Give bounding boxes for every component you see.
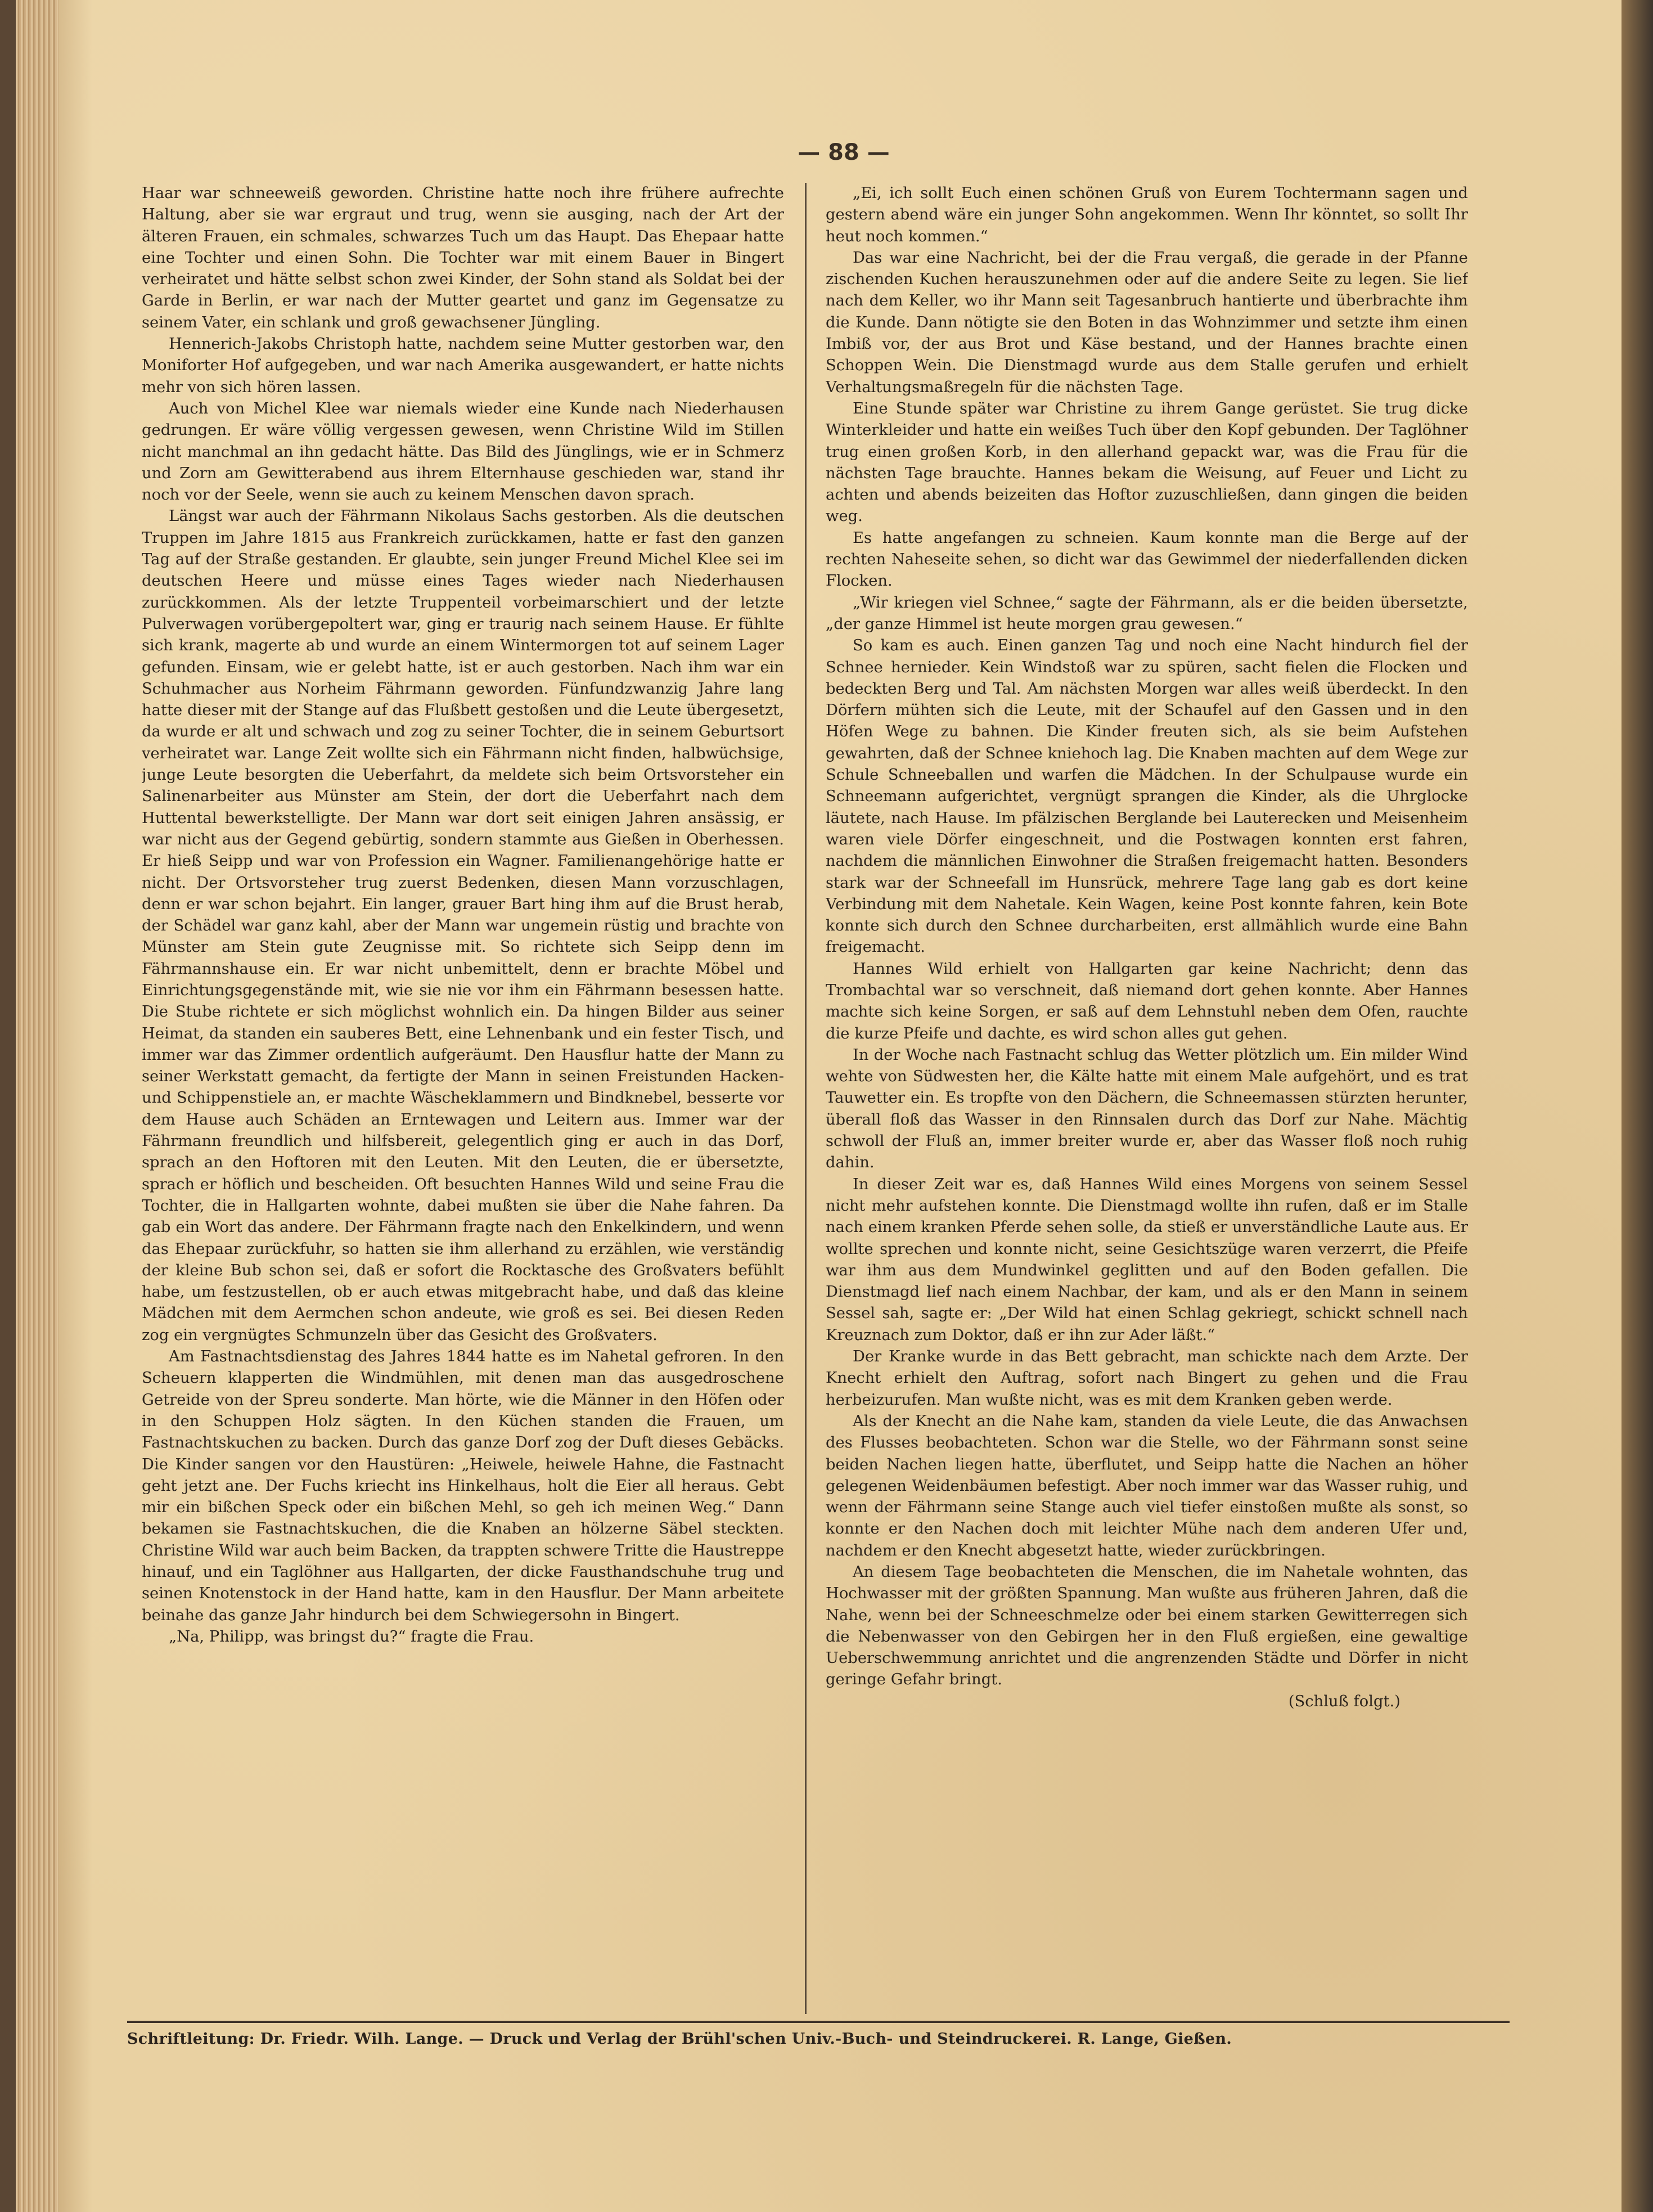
book-binding-edge <box>0 0 16 2212</box>
paragraph: Auch von Michel Klee war niemals wieder eine Kunde nach Niederhausen gedrungen. Er wäre völlig vergessen gewesen, wenn Christine Wild im Stillen nicht manchmal an ihn gedacht hätte. Das Bild des Jünglings, wie er in Schmerz und Zorn am Gewitterabend aus ihrem Elternhause geschieden war, stand ihr noch vor der Seele, wenn sie auch zu keinem Menschen davon sprach. <box>142 399 784 504</box>
paragraph: So kam es auch. Einen ganzen Tag und noch eine Nacht hindurch fiel der Schnee hernieder. Kein Windstoß war zu spüren, sacht fielen die Flocken und bedeckten Berg und Tal. Am nächsten Morgen war alles weiß überdeckt. In den Dörfern mühten sich die Leute, mit der Schaufel auf den Gassen und in den Höfen Wege zu bahnen. Die Kinder freuten sich, als sie beim Aufstehen gewahrten, daß der Schnee kniehoch lag. Die Knaben machten auf dem Wege zur Schule Schneeballen und warfen die Mädchen. In der Schulpause wurde ein Schneemann aufgerichtet, vergnügt sprangen die Kinder, als die Uhrglocke läutete, nach Hause. Im pfälzischen Berglande bei Lauterecken und Meisenheim waren viele Dörfer eingeschneit, und die Postwagen konnten erst fahren, nachdem die männlichen Einwohner die Straßen freigemacht hatten. Besonders stark war der Schneefall im Hunsrück, mehrere Tage lang gab es dort keine Verbindung mit dem Nahetale. Kein Wagen, keine Post konnte fahren, kein Bote konnte sich durch den Schnee durcharbeiten, erst allmählich wurde eine Bahn freigemacht. <box>826 637 1468 956</box>
page-number: — 88 — <box>798 140 890 165</box>
paragraph: Eine Stunde später war Christine zu ihrem Gange gerüstet. Sie trug dicke Winterkleider und hatte ein weißes Tuch über den Kopf gebunden. Der Taglöhner trug einen großen Korb, in den allerhand gepackt war, was die Frau für die nächsten Tage brauchte. Hannes bekam die Weisung, auf Feuer und Licht zu achten und abends beizeiten das Hoftor zuzuschließen, dann gingen die beiden weg. <box>826 399 1468 525</box>
imprint-footer: Schriftleitung: Dr. Friedr. Wilh. Lange. — Druck und Verlag der Brühl'schen Univ.-Buch- und Steindruckerei. R. Lange, Gießen. <box>127 2030 1232 2048</box>
paragraph: „Wir kriegen viel Schnee,“ sagte der Fährmann, als er die beiden übersetzte, „der ganze Himmel ist heute morgen grau gewesen.“ <box>826 594 1468 633</box>
page-shadow-right <box>1622 0 1653 2212</box>
footer-divider <box>127 2021 1510 2023</box>
paragraph: Längst war auch der Fährmann Nikolaus Sachs gestorben. Als die deutschen Truppen im Jahre 1815 aus Frankreich zurückkamen, hatte er fast den ganzen Tag auf der Straße gestanden. Er glaubte, sein junger Freund Michel Klee sei im deutschen Heere und müsse eines Tages wieder nach Niederhausen zurückkommen. Als der letzte Truppenteil vorbeimarschiert und der letzte Pulverwagen vorübergepoltert war, ging er traurig nach seinem Hause. Er fühlte sich krank, magerte ab und wurde an einem Wintermorgen tot auf seinem Lager gefunden. Einsam, wie er gelebt hatte, ist er auch gestorben. Nach ihm war ein Schuhmacher aus Norheim Fährmann geworden. Fünfundzwanzig Jahre lang hatte dieser mit der Stange auf das Flußbett gestoßen und die Leute übergesetzt, da wurde er alt und schwach und zog zu seiner Tochter, die in seinem Geburtsort verheiratet war. Lange Zeit wollte sich ein Fährmann nicht finden, halbwüchsige, junge Leute besorgten die Ueberfahrt, da meldete sich beim Ortsvorsteher ein Salinenarbeiter aus Münster am Stein, der dort die Ueberfahrt nach dem Huttental bewerkstelligte. Der Mann war dort seit einigen Jahren ansässig, er war nicht aus der Gegend gebürtig, sondern stammte aus Gießen in Oberhessen. Er hieß Seipp und war von Profession ein Wagner. Familienangehörige hatte er nicht. Der Ortsvorsteher trug zuerst Bedenken, diesen Mann vorzuschlagen, denn er war schon bejahrt. Ein langer, grauer Bart hing ihm auf die Brust herab, der Schädel war ganz kahl, aber der Mann war ungemein rüstig und brachte von Münster am Stein gute Zeugnisse mit. So richtete sich Seipp denn im Fährmannshause ein. Er war nicht unbemittelt, denn er brachte Möbel und Einrichtungsgegenstände mit, wie sie nie vor ihm ein Fährmann besessen hatte. Die Stube richtete er sich möglichst wohnlich ein. Da hingen Bilder aus seiner Heimat, da standen ein sauberes Bett, eine Lehnenbank und ein fester Tisch, und immer war das Zimmer ordentlich aufgeräumt. Den Hausflur hatte der Mann zu seiner Werkstatt gemacht, da fertigte der Mann in seinen Freistunden Hacken- und Schippenstiele an, er machte Wäscheklammern und Bindknebel, besserte vor dem Hause auch Schäden an Erntewagen und Leitern aus. Immer war der Fährmann freundlich und hilfsbereit, gelegentlich ging er auch in das Dorf, sprach an den Hoftoren mit den Leuten. Mit den Leuten, die er übersetzte, sprach er höflich und bescheiden. Oft besuchten Hannes Wild und seine Frau die Tochter, die in Hallgarten wohnte, dabei mußten sie über die Nahe fahren. Da gab ein Wort das andere. Der Fährmann fragte nach den Enkelkindern, und wenn das Ehepaar zurückfuhr, so hatten sie ihm allerhand zu erzählen, wie verständig der kleine Bub schon sei, daß er sofort die Rocktasche des Großvaters befühlt habe, um festzustellen, ob er auch etwas mitgebracht habe, und daß das kleine Mädchen mit dem Aermchen schon andeute, wie groß es sei. Bei diesen Reden zog ein vergnügtes Schmunzeln über das Gesicht des Großvaters. <box>142 507 784 1344</box>
paragraph: Als der Knecht an die Nahe kam, standen da viele Leute, die das Anwachsen des Flusses beobachteten. Schon war die Stelle, wo der Fährmann sonst seine beiden Nachen liegen hatte, überflutet, und Seipp hatte die Nachen an höher gelegenen Weidenbäumen befestigt. Aber noch immer war das Wasser ruhig, und wenn der Fährmann seine Stange auch viel tiefer einstoßen mußte als sonst, so konnte er den Nachen doch mit leichter Mühe nach dem anderen Ufer und, nachdem er den Knecht abgesetzt hatte, wieder zurückbringen. <box>826 1412 1468 1559</box>
paragraph: Haar war schneeweiß geworden. Christine hatte noch ihre frühere aufrechte Haltung, aber sie war ergraut und trug, wenn sie ausging, nach der Art der älteren Frauen, ein schmales, schwarzes Tuch um das Haupt. Das Ehepaar hatte eine Tochter und einen Sohn. Die Tochter war mit einem Bauer in Bingert verheiratet und hätte selbst schon zwei Kinder, der Sohn stand als Soldat bei der Garde in Berlin, er war nach der Mutter geartet und ganz im Gegensatze zu seinem Vater, ein schlank und groß gewachsener Jüngling. <box>142 185 784 331</box>
to-be-continued-note: (Schluß folgt.) <box>1288 1692 1400 1710</box>
paragraph: In dieser Zeit war es, daß Hannes Wild eines Morgens von seinem Sessel nicht mehr aufstehen konnte. Die Dienstmagd wollte ihn rufen, daß er im Stalle nach einem kranken Pferde sehen solle, da stieß er unverständliche Laute aus. Er wollte sprechen und konnte nicht, seine Gesichtszüge waren verzerrt, die Pfeife war ihm aus dem Mundwinkel geglitten und auf den Boden gefallen. Die Dienstmagd lief nach einem Nachbar, der kam, und als er den Mann in seinem Sessel sah, sagte er: „Der Wild hat einen Schlag gekriegt, schickt schnell nach Kreuznach zum Doktor, daß er ihn zur Ader läßt.“ <box>826 1175 1468 1344</box>
paragraph: Der Kranke wurde in das Bett gebracht, man schickte nach dem Arzte. Der Knecht erhielt den Auftrag, sofort nach Bingert zu gehen und die Frau herbeizurufen. Man wußte nicht, was es mit dem Kranken geben werde. <box>826 1348 1468 1409</box>
paragraph: Es hatte angefangen zu schneien. Kaum konnte man die Berge auf der rechten Naheseite sehen, so dicht war das Gewimmel der niederfallenden dicken Flocken. <box>826 529 1468 590</box>
paragraph: In der Woche nach Fastnacht schlug das Wetter plötzlich um. Ein milder Wind wehte von Südwesten her, die Kälte hatte mit einem Male aufgehört, und es trat Tauwetter ein. Es tropfte von den Dächern, die Schneemassen stürzten herunter, überall floß das Wasser in den Rinnsalen durch das Dorf zur Nahe. Mächtig schwoll der Fluß an, immer breiter wurde er, aber das Wasser floß noch ruhig dahin. <box>826 1046 1468 1172</box>
right-text-column <box>826 183 1468 2021</box>
paragraph: Hannes Wild erhielt von Hallgarten gar keine Nachricht; denn das Trombachtal war so verschneit, daß niemand dort gehen konnte. Aber Hannes machte sich keine Sorgen, er saß auf dem Lehnstuhl neben dem Ofen, rauchte die kurze Pfeife und dachte, es wird schon alles gut gehen. <box>826 960 1468 1042</box>
paragraph: „Ei, ich sollt Euch einen schönen Gruß von Eurem Tochtermann sagen und gestern abend wäre ein junger Sohn angekommen. Wenn Ihr könntet, so sollt Ihr heut noch kommen.“ <box>826 185 1468 245</box>
left-text-column <box>142 183 784 2021</box>
paragraph: Hennerich-Jakobs Christoph hatte, nachdem seine Mutter gestorben war, den Moniforter Hof aufgegeben, und war nach Amerika ausgewandert, er hatte nichts mehr von sich hören lassen. <box>142 335 784 396</box>
column-divider <box>805 183 807 2014</box>
paragraph: An diesem Tage beobachteten die Menschen, die im Nahetale wohnten, das Hochwasser mit der größten Spannung. Man wußte aus früheren Jahren, daß die Nahe, wenn bei der Schneeschmelze oder bei einem starken Gewitterregen sich die Nebenwasser von den Gebirgen her in den Fluß ergießen, eine gewaltige Ueberschwemmung anrichtet und die angrenzenden Städte und Dörfer in nicht geringe Gefahr bringt. <box>826 1563 1468 1689</box>
paragraph: „Na, Philipp, was bringst du?“ fragte die Frau. <box>169 1627 534 1645</box>
paragraph: Das war eine Nachricht, bei der die Frau vergaß, die gerade in der Pfanne zischenden Kuchen herauszunehmen oder auf die andere Seite zu legen. Sie lief nach dem Keller, wo ihr Mann seit Tagesanbruch hantierte und überbrachte ihm die Kunde. Dann nötigte sie den Boten in das Wohnzimmer und setzte ihm einen Imbiß vor, der aus Brot und Käse bestand, und der Hannes brachte einen Schoppen Wein. Die Dienstmagd wurde aus dem Stalle gerufen und erhielt Verhaltungsmaßregeln für die nächsten Tage. <box>826 249 1468 396</box>
paragraph: Am Fastnachtsdienstag des Jahres 1844 hatte es im Nahetal gefroren. In den Scheuern klapperten die Windmühlen, mit denen man das ausgedroschene Getreide von der Spreu sonderte. Man hörte, wie die Männer in den Höfen oder in den Schuppen Holz sägten. In den Küchen standen die Frauen, um Fastnachtskuchen zu backen. Durch das ganze Dorf zog der Duft dieses Gebäcks. Die Kinder sangen vor den Haustüren: „Heiwele, heiwele Hahne, die Fastnacht geht jetzt ane. Der Fuchs kriecht ins Hinkelhaus, holt die Eier all heraus. Gebt mir ein bißchen Speck oder ein bißchen Mehl, so geh ich meinen Weg.“ Dann bekamen sie Fastnachtskuchen, die die Knaben an hölzerne Säbel steckten. Christine Wild war auch beim Backen, da trappten schwere Tritte die Haustreppe hinauf, und ein Taglöhner aus Hallgarten, der dicke Fausthandschuhe trug und seinen Knotenstock in der Hand hatte, kam in den Hausflur. Der Mann arbeitete beinahe das ganze Jahr hindurch bei dem Schwiegersohn in Bingert. <box>142 1348 784 1624</box>
